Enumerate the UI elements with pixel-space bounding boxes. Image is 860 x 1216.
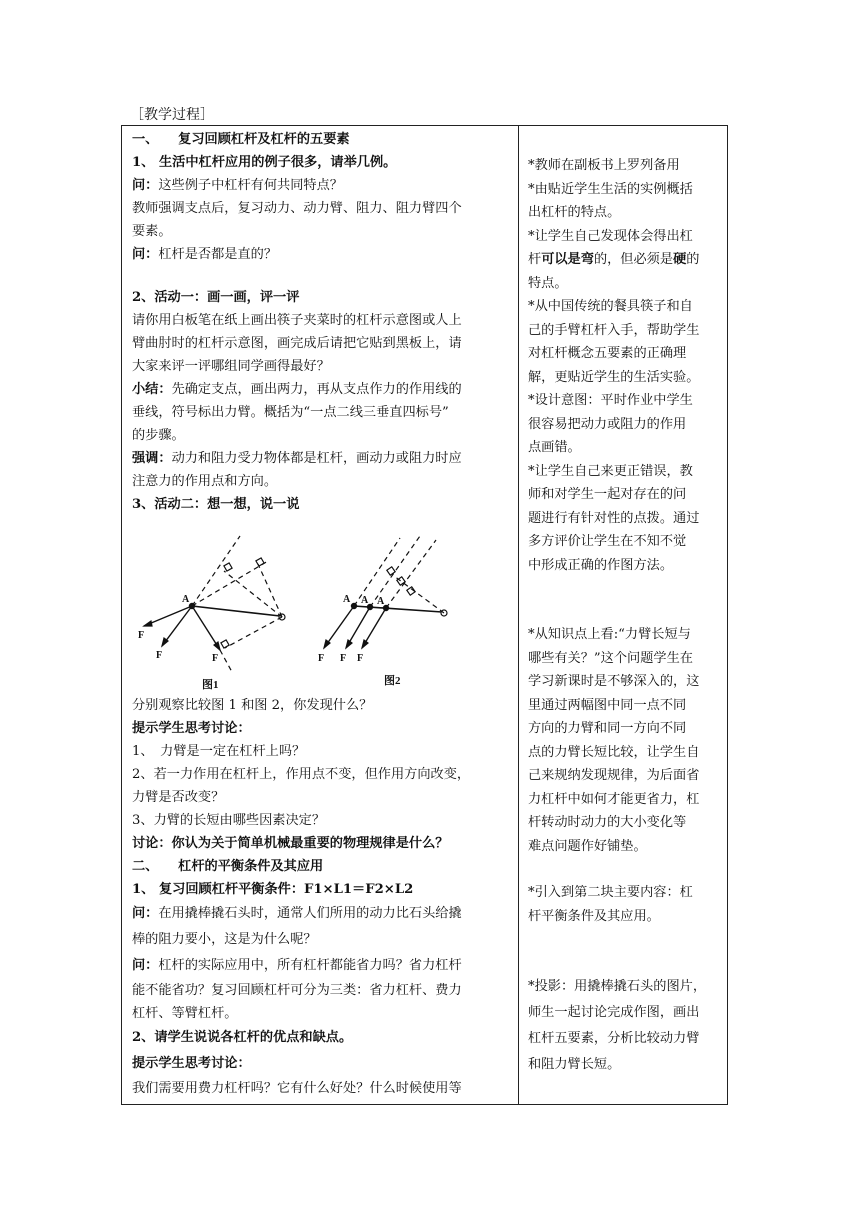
note: 和阻力臂长短。 [528, 1057, 621, 1072]
note: 难点问题作好铺垫。 [528, 838, 647, 854]
summary-text: 先确定支点，画出两力，再从支点作力的作用线的 [171, 382, 462, 397]
paragraph-line: 杠杆、等臂杠杆。 [132, 1006, 238, 1021]
section-2-title: 二、 杠杆的平衡条件及其应用 [132, 859, 324, 874]
s2-hint-title: 提示学生思考讨论： [132, 1056, 251, 1071]
paragraph-line: 注意力的作用点和方向。 [132, 474, 278, 489]
paragraph-line: 的步骤。 [132, 428, 185, 443]
question-label: 问： [132, 958, 159, 973]
fig-label-A: A [361, 595, 369, 606]
fig-label-F: F [138, 630, 145, 641]
note: 杠杆五要素，分析比较动力臂 [528, 1031, 700, 1046]
figure-1-caption: 图1 [202, 679, 219, 691]
note: 杆可以是弯的，但必须是硬的 [528, 252, 700, 267]
note: 杆平衡条件及其应用。 [528, 908, 660, 924]
column-divider [518, 126, 519, 1104]
note: 哪些有关？”这个问题学生在 [528, 650, 693, 666]
note: 题进行有针对性的点拨。通过 [528, 510, 700, 526]
fig-label-F: F [340, 653, 347, 664]
fig-label-F: F [212, 653, 219, 664]
question-text: 杠杆的实际应用中，所有杠杆都能省力吗？省力杠杆 [158, 958, 462, 973]
question-text: 杠杆是否都是直的？ [158, 247, 278, 262]
note: *引入到第二块主要内容：杠 [528, 885, 693, 900]
note: *从知识点上看:“力臂长短与 [528, 627, 691, 642]
note: 里通过两幅图中同一点不同 [528, 697, 687, 713]
figure-1 [144, 536, 285, 672]
emphasis-label: 强调： [132, 451, 172, 466]
note: 中形成正确的作图方法。 [528, 557, 674, 573]
question-text: 这些例子中杠杆有何共同特点？ [158, 178, 343, 193]
fig-label-A: A [377, 596, 385, 607]
note: 学习新课时是不够深入的，这 [528, 674, 700, 689]
section-1-title: 一、 复习回顾杠杆及杠杆的五要素 [132, 132, 350, 147]
item-2-title: 2、活动一：画一画，评一评 [132, 290, 300, 305]
question-label: 问： [132, 178, 159, 193]
note: 己的手臂杠杆入手，帮助学生 [528, 322, 700, 338]
observe-prompt: 分别观察比较图 1 和图 2，你发现什么？ [132, 698, 373, 713]
paragraph-line: 棒的阻力要小，这是为什么呢？ [132, 932, 317, 947]
note: 师和对学生一起对存在的问 [528, 487, 687, 502]
note: 特点。 [528, 275, 568, 291]
fig-label-F: F [318, 653, 325, 664]
note: *让学生自己来更正错误，教 [528, 463, 693, 479]
note: 点的力臂长短比较，让学生自 [528, 744, 700, 760]
fig-label-A: A [182, 594, 190, 605]
paragraph-line: 能不能省功？复习回顾杠杆可分为三类：省力杠杆、费力 [132, 983, 462, 998]
lever-figures [132, 516, 514, 694]
paragraph-line: 请你用白板笔在纸上画出筷子夹菜时的杠杆示意图或人上 [132, 313, 462, 328]
summary-label: 小结： [132, 382, 172, 397]
right-column [528, 154, 724, 1078]
note: 力杠杆中如何才能更省力，杠 [528, 791, 700, 807]
note: 解，更贴近学生的生活实验。 [528, 369, 700, 385]
lever-diagram [132, 516, 514, 694]
paragraph-line: 要素。 [132, 224, 172, 239]
note: 杆转动时动力的大小变化等 [528, 815, 687, 830]
left-column [132, 128, 514, 1100]
note: *由贴近学生生活的实例概括 [528, 181, 693, 197]
note: 方向的力臂和同一方向不同 [528, 721, 687, 736]
note: *设计意图：平时作业中学生 [528, 393, 693, 408]
hint-item-2: 2、若一力作用在杠杆上，作用点不变，但作用方向改变， [132, 767, 471, 782]
discussion: 讨论：你认为关于简单机械最重要的物理规律是什么？ [132, 836, 449, 851]
note: 出杠杆的特点。 [528, 205, 621, 220]
s2-item-1: 1、 复习回顾杠杆平衡条件：F1×L1＝F2×L2 [132, 882, 414, 897]
figure-2 [324, 536, 447, 648]
note: *教师在副板书上罗列备用 [528, 158, 680, 173]
paragraph-line: 教师强调支点后，复习动力、动力臂、阻力、阻力臂四个 [132, 201, 462, 216]
note: 很容易把动力或阻力的作用 [528, 416, 687, 432]
note: *投影：用撬棒撬石头的图片， [528, 979, 707, 994]
s2-item-2: 2、请学生说说各杠杆的优点和缺点。 [132, 1030, 353, 1045]
note: *从中国传统的餐具筷子和自 [528, 299, 693, 314]
paragraph-line: 大家来评一评哪组同学画得最好？ [132, 359, 330, 374]
question-text: 在用撬棒撬石头时，通常人们所用的动力比石头给撬 [158, 906, 462, 921]
fig-label-A: A [343, 594, 351, 605]
hint-item-3: 3、力臂的长短由哪些因素决定？ [132, 813, 326, 828]
note: *让学生自己发现体会得出杠 [528, 228, 693, 244]
figure-2-caption: 图2 [384, 675, 401, 687]
item-3-title: 3、活动二：想一想，说一说 [132, 497, 300, 512]
question-label: 问： [132, 247, 159, 262]
hint-title: 提示学生思考讨论： [132, 721, 251, 736]
paragraph-line: 我们需要用费力杠杆吗？它有什么好处？什么时候使用等 [132, 1081, 462, 1096]
item-1-title: 1、 生活中杠杆应用的例子很多，请举几例。 [132, 155, 397, 170]
emphasis-text: 动力和阻力受力物体都是杠杆，画动力或阻力时应 [171, 451, 462, 466]
note: 对杠杆概念五要素的正确理 [528, 346, 687, 361]
paragraph-line: 臂曲肘时的杠杆示意图，画完成后请把它贴到黑板上，请 [132, 336, 462, 351]
lesson-table [121, 125, 728, 1105]
note: 师生一起讨论完成作图，画出 [528, 1005, 700, 1020]
note: 多方评价让学生在不知不觉 [528, 534, 687, 549]
hint-item-1: 1、 力臂是一定在杠杆上吗？ [132, 744, 306, 759]
note: 点画错。 [528, 440, 581, 455]
section-header: ［教学过程］ [130, 107, 214, 123]
note: 己来规纳发现规律，为后面省 [528, 768, 700, 783]
paragraph-line: 垂线，符号标出力臂。概括为“一点二线三垂直四标号” [132, 405, 449, 420]
fig-label-F: F [156, 650, 163, 661]
question-label: 问： [132, 906, 159, 921]
fig-label-F: F [357, 653, 364, 664]
hint-item-2-cont: 力臂是否改变？ [132, 790, 225, 805]
